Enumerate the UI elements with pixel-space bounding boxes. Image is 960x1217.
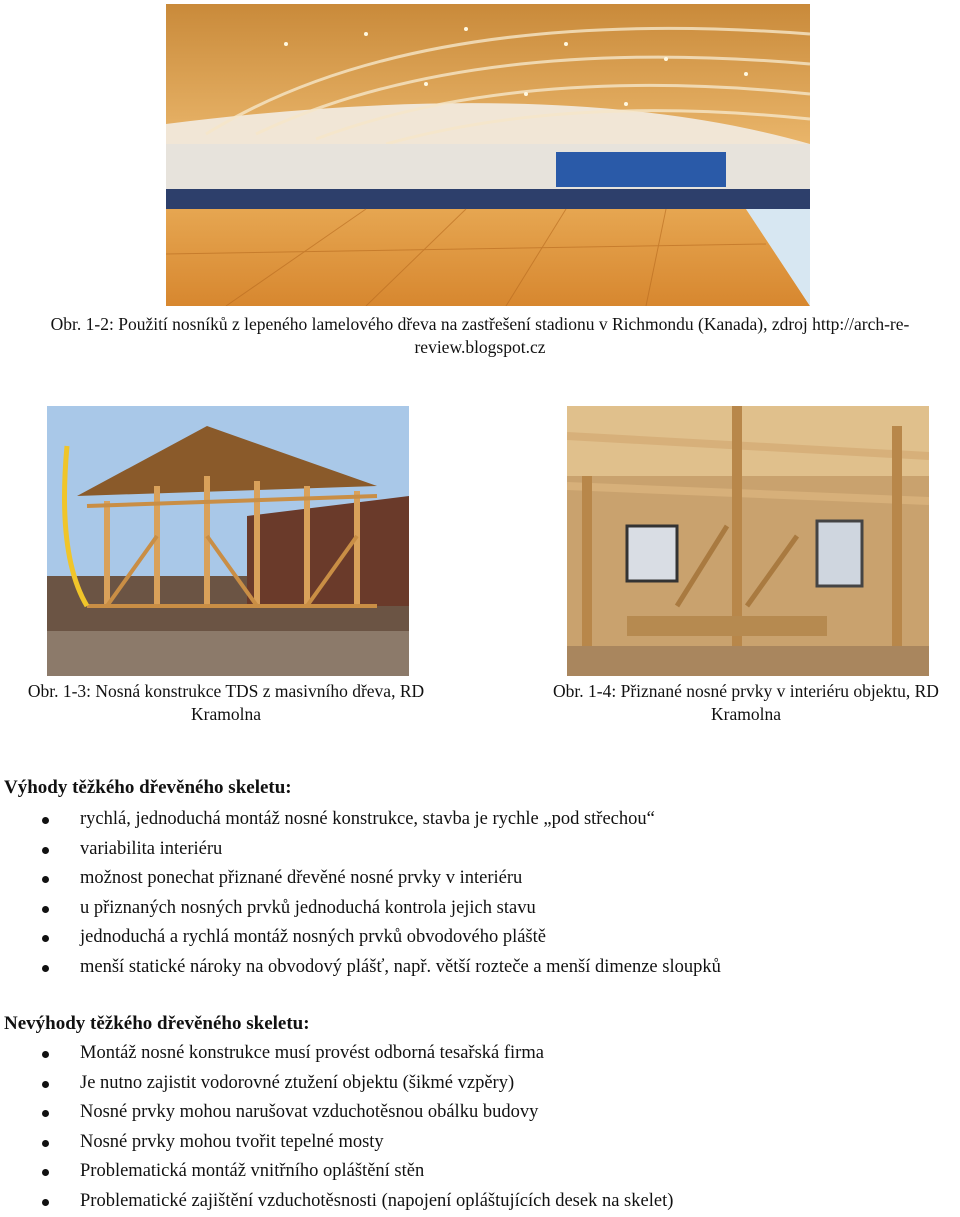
figure-1-2-caption [0, 313, 960, 359]
list-item: Problematická montáž vnitřního opláštění stěn [0, 1157, 960, 1187]
list-item: rychlá, jednoduchá montáž nosné konstrukce, stavba je rychle „pod střechou“ [0, 805, 960, 835]
list-item: u přiznaných nosných prvků jednoduchá kontrola jejich stavu [0, 894, 960, 924]
bullet-icon [42, 847, 49, 854]
timber-frame-exterior-photo [47, 406, 409, 676]
list-item: menší statické nároky na obvodový plášť, např. větší rozteče a menší dimenze sloupků [0, 953, 960, 983]
bullet-icon [42, 906, 49, 913]
figure-1-2-caption-line1: Obr. 1-2: Použití nosníků z lepeného lamelového dřeva na zastřešení stadionu v Richmondu (Kanada), zdroj http://arch-re- [50, 314, 910, 334]
list-item: Nosné prvky mohou tvořit tepelné mosty [0, 1128, 960, 1158]
list-item: variabilita interiéru [0, 835, 960, 865]
figure-1-3-caption-line1: Obr. 1-3: Nosná konstrukce TDS z masivního dřeva, RD [27, 681, 425, 701]
list-item: jednoduchá a rychlá montáž nosných prvků obvodového pláště [0, 923, 960, 953]
bullet-icon [42, 817, 49, 824]
list-item: možnost ponechat přiznané dřevěné nosné prvky v interiéru [0, 864, 960, 894]
bullet-icon [42, 965, 49, 972]
list-item: Je nutno zajistit vodorovné ztužení objektu (šikmé vzpěry) [0, 1069, 960, 1099]
figure-1-4-caption-line2: Kramolna [711, 704, 781, 724]
disadvantages-list [0, 1039, 960, 1217]
bullet-icon [42, 1051, 49, 1058]
bullet-icon [42, 1140, 49, 1147]
advantages-list [0, 805, 960, 983]
bullet-icon [42, 1110, 49, 1117]
bullet-icon [42, 1169, 49, 1176]
figure-1-2-caption-line2: review.blogspot.cz [414, 337, 546, 357]
timber-interior-photo [567, 406, 929, 676]
figure-1-3-caption [0, 680, 452, 726]
figure-1-3-caption-line2: Kramolna [191, 704, 261, 724]
bullet-icon [42, 1199, 49, 1206]
advantages-heading: Výhody těžkého dřevěného skeletu: [4, 777, 292, 798]
figure-1-4-caption [532, 680, 960, 726]
bullet-icon [42, 1081, 49, 1088]
bullet-icon [42, 876, 49, 883]
disadvantages-heading: Nevýhody těžkého dřevěného skeletu: [4, 1013, 310, 1034]
list-item: Nosné prvky mohou narušovat vzduchotěsnou obálku budovy [0, 1098, 960, 1128]
list-item: Montáž nosné konstrukce musí provést odborná tesařská firma [0, 1039, 960, 1069]
list-item: Problematické zajištění vzduchotěsnosti (napojení opláštujících desek na skelet) [0, 1187, 960, 1217]
figure-1-4-caption-line1: Obr. 1-4: Přiznané nosné prvky v interiéru objektu, RD [553, 681, 939, 701]
stadium-roof-photo [166, 4, 810, 306]
bullet-icon [42, 935, 49, 942]
